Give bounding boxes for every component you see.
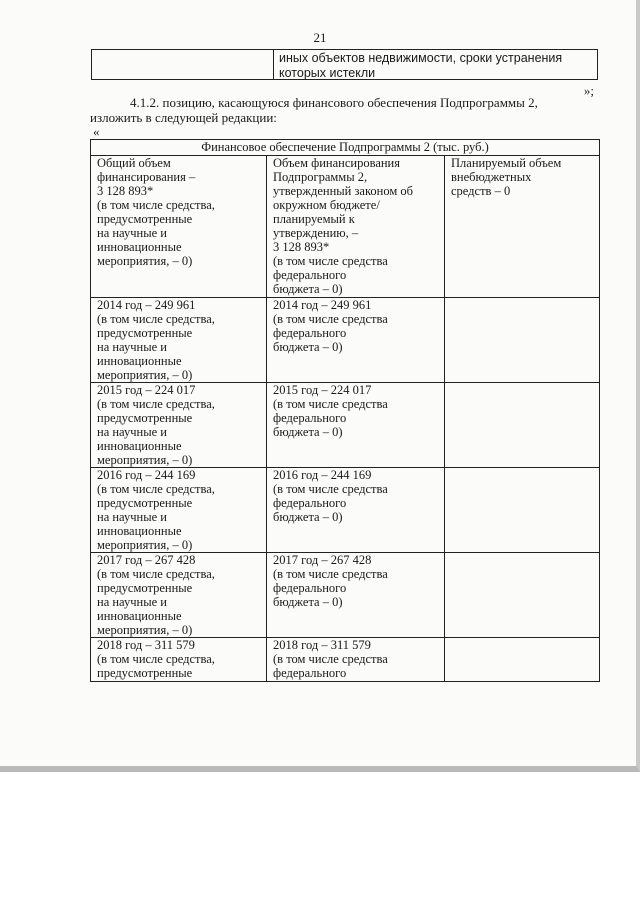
page-bottom-margin <box>0 772 640 905</box>
cell-line: федерального <box>273 581 347 595</box>
clause-line: 4.1.2. позицию, касающуюся финансового обеспечения Подпрограммы 2, <box>130 95 538 110</box>
closing-quote: »; <box>583 83 594 98</box>
table-row-year <box>91 468 600 553</box>
cell-line: (в том числе средства <box>273 397 388 411</box>
cell-line: 2018 год – 311 579 <box>273 638 371 652</box>
cell-line: 2014 год – 249 961 <box>97 298 196 312</box>
cell-line: 3 128 893* <box>273 240 330 254</box>
cell-line: планируемый к <box>273 212 355 226</box>
cell-line: федерального <box>273 326 347 340</box>
cell-line: мероприятия, – 0) <box>97 538 193 552</box>
cell-line: (в том числе средства <box>273 567 388 581</box>
cell-line: (в том числе средства, <box>97 397 215 411</box>
cell-line: 2016 год – 244 169 <box>273 468 372 482</box>
cell-line: 2014 год – 249 961 <box>273 298 372 312</box>
year-off-budget-cell <box>445 553 600 638</box>
table-row-year <box>91 383 600 468</box>
cell-line: 2018 год – 311 579 <box>97 638 195 652</box>
cell-line: 2017 год – 267 428 <box>97 553 196 567</box>
cell-line: на научные и <box>97 226 167 240</box>
continued-table-fragment <box>91 49 598 80</box>
year-budget-cell <box>267 468 445 553</box>
cell-line: федерального <box>273 411 347 425</box>
cell-line: 2017 год – 267 428 <box>273 553 372 567</box>
cell-line: 2015 год – 224 017 <box>273 383 372 397</box>
cell-line: (в том числе средства, <box>97 482 215 496</box>
cell-line: предусмотренные <box>97 212 193 226</box>
cell-line: на научные и <box>97 425 167 439</box>
cell-line: Объем финансирования <box>273 156 400 170</box>
cell-line: (в том числе средства, <box>97 312 215 326</box>
cell-line: окружном бюджете/ <box>273 198 380 212</box>
cell-line: предусмотренные <box>97 581 193 595</box>
cell-line: 2016 год – 244 169 <box>97 468 196 482</box>
cell-line: на научные и <box>97 340 167 354</box>
continued-cell-text <box>279 51 595 81</box>
cell-line: (в том числе средства, <box>97 652 215 666</box>
cell-line: (в том числе средства <box>273 312 388 326</box>
cell-line: внебюджетных <box>451 170 532 184</box>
cell-line: бюджета – 0) <box>273 425 343 439</box>
cell-line: средств – 0 <box>451 184 511 198</box>
cell-line: бюджета – 0) <box>273 510 343 524</box>
cell-line: мероприятия, – 0) <box>97 453 193 467</box>
cell-line: бюджета – 0) <box>273 595 343 609</box>
year-off-budget-cell <box>445 468 600 553</box>
cell-line: федерального <box>273 496 347 510</box>
cell-line: (в том числе средства <box>273 482 388 496</box>
year-total-cell <box>91 553 267 638</box>
cell-line: инновационные <box>97 609 182 623</box>
cell-line: инновационные <box>97 354 182 368</box>
clause-line: изложить в следующей редакции: <box>90 110 277 125</box>
year-total-cell <box>91 383 267 468</box>
year-total-cell <box>91 638 267 682</box>
cell-line: на научные и <box>97 595 167 609</box>
page-number: 21 <box>313 30 327 45</box>
year-budget-cell <box>267 383 445 468</box>
year-budget-cell <box>267 298 445 383</box>
year-total-cell <box>91 468 267 553</box>
cell-line: (в том числе средства, <box>97 567 215 581</box>
total-volume-cell <box>91 156 267 298</box>
cell-line: (в том числе средства <box>273 652 388 666</box>
year-off-budget-cell <box>445 638 600 682</box>
cell-line: бюджета – 0) <box>273 340 343 354</box>
continued-line: иных объектов недвижимости, сроки устранения <box>279 51 563 65</box>
off-budget-cell <box>445 156 600 298</box>
cell-line: предусмотренные <box>97 411 193 425</box>
cell-line: Планируемый объем <box>451 156 562 170</box>
cell-line: (в том числе средства, <box>97 198 215 212</box>
column-divider <box>273 50 274 79</box>
table-row-year <box>91 553 600 638</box>
cell-line: инновационные <box>97 240 182 254</box>
year-off-budget-cell <box>445 298 600 383</box>
cell-line: предусмотренные <box>97 326 193 340</box>
cell-line: Общий объем <box>97 156 171 170</box>
year-total-cell <box>91 298 267 383</box>
cell-line: утверждению, – <box>273 226 359 240</box>
finance-table-caption: Финансовое обеспечение Подпрограммы 2 (тыс. руб.) <box>91 140 600 156</box>
cell-line: 2015 год – 224 017 <box>97 383 196 397</box>
cell-line: инновационные <box>97 439 182 453</box>
finance-table <box>90 139 600 682</box>
table-row-total <box>91 156 600 298</box>
cell-line: Подпрограммы 2, <box>273 170 368 184</box>
cell-line: мероприятия, – 0) <box>97 368 193 382</box>
cell-line: утвержденный законом об <box>273 184 413 198</box>
year-off-budget-cell <box>445 383 600 468</box>
cell-line: на научные и <box>97 510 167 524</box>
cell-line: (в том числе средства <box>273 254 388 268</box>
cell-line: мероприятия, – 0) <box>97 254 193 268</box>
cell-line: федерального <box>273 666 347 680</box>
table-row-year <box>91 638 600 682</box>
cell-line: мероприятия, – 0) <box>97 623 193 637</box>
year-budget-cell <box>267 638 445 682</box>
year-budget-cell <box>267 553 445 638</box>
cell-line: федерального <box>273 268 347 282</box>
cell-line: бюджета – 0) <box>273 282 343 296</box>
opening-quote: « <box>93 124 100 139</box>
cell-line: предусмотренные <box>97 666 193 680</box>
amendment-clause <box>90 95 600 125</box>
cell-line: инновационные <box>97 524 182 538</box>
table-row-year <box>91 298 600 383</box>
cell-line: предусмотренные <box>97 496 193 510</box>
continued-line: которых истекли <box>279 66 376 80</box>
budget-volume-cell <box>267 156 445 298</box>
cell-line: финансирования – <box>97 170 196 184</box>
cell-line: 3 128 893* <box>97 184 154 198</box>
